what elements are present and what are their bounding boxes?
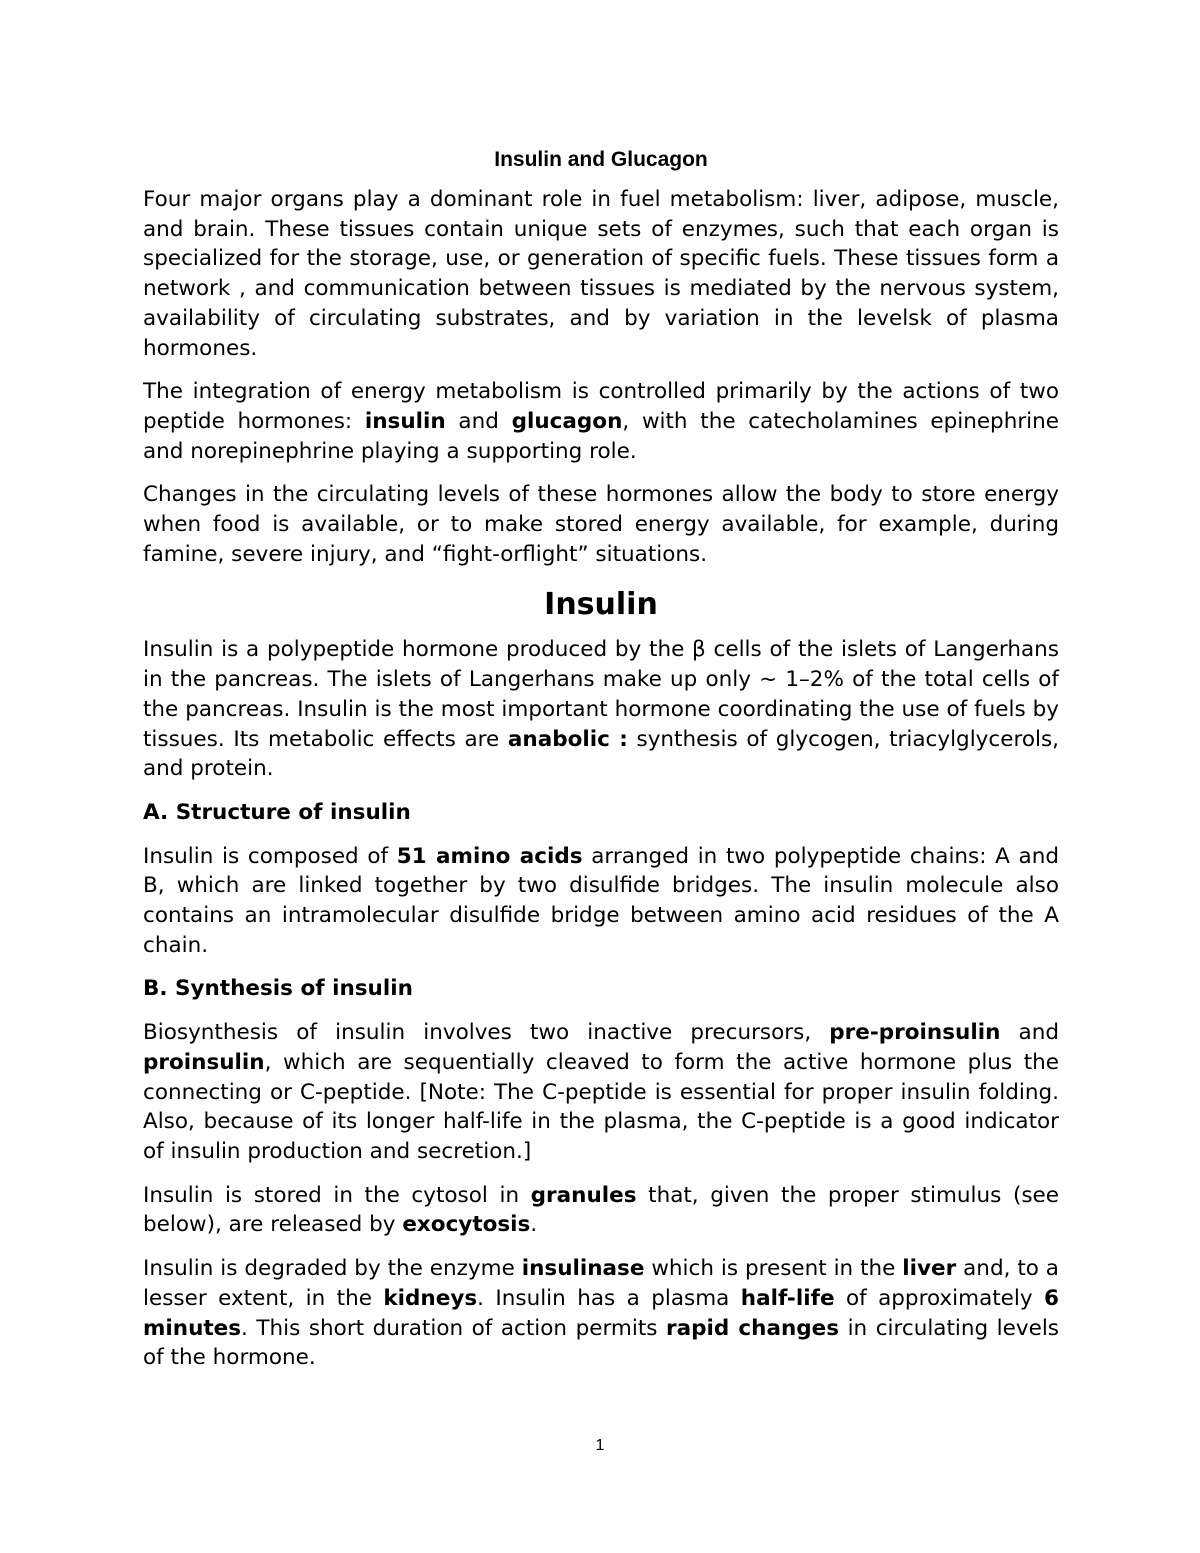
term-insulinase: insulinase [521, 1256, 645, 1282]
insulin-paragraph-1: Insulin is a polypeptide hormone produced by the β cells of the islets of Langerhans in the pancreas. The islets of Langerhans make up only ~ 1–2% of the total cells of the pancreas. Insulin is the most important hormone coordinating the use of fuels by tissues. Its metabolic effects are anabolic : synthesis of glycogen, triacylglycerols, and protein. [143, 637, 1059, 782]
term-insulin: insulin [364, 408, 446, 434]
term-amino-acids: 51 amino acids [396, 843, 583, 869]
term-anabolic: anabolic : [507, 726, 628, 752]
term-exocytosis: exocytosis [402, 1212, 531, 1238]
document-page [143, 145, 1059, 1387]
term-pre-proinsulin: pre-proinsulin [829, 1020, 1001, 1046]
term-six-minutes: 6 minutes [143, 1285, 1059, 1341]
intro-paragraph-1: Four major organs play a dominant role in fuel metabolism: liver, adipose, muscle, and brain. These tissues contain unique sets of enzymes, such that each organ is specialized for the storage, use, or generation of specific fuels. These tissues form a network , and communication between tissues is mediated by the nervous system, availability of circulating substrates, and by variation in the levelsk of plasma hormones. [143, 187, 1059, 361]
term-proinsulin: proinsulin [143, 1049, 265, 1075]
intro-paragraph-2: The integration of energy metabolism is controlled primarily by the actions of two peptide hormones: insulin and glucagon, with the catecholamines epinephrine and norepinephrine playing a supporting role. [143, 379, 1060, 464]
term-glucagon: glucagon [511, 408, 623, 434]
term-kidneys: kidneys [383, 1285, 478, 1311]
term-liver: liver [902, 1256, 957, 1282]
term-granules: granules [530, 1182, 637, 1208]
term-half-life: half-life [740, 1285, 835, 1311]
synthesis-paragraph-3: Insulin is degraded by the enzyme insulinase which is present in the liver and, to a lesser extent, in the kidneys. Insulin has a plasma half-life of approximately 6 minutes. This short duration of action permits rapid changes in circulating levels of the hormone. [143, 1256, 1059, 1371]
term-rapid-changes: rapid changes [665, 1315, 840, 1341]
structure-paragraph: Insulin is composed of 51 amino acids arranged in two polypeptide chains: A and B, which are linked together by two disulfide bridges. The insulin molecule also contains an intramolecular disulfide bridge between amino acid residues of the A chain. [143, 843, 1060, 958]
synthesis-paragraph-2: Insulin is stored in the cytosol in granules that, given the proper stimulus (see below), are released by exocytosis. [143, 1182, 1059, 1238]
intro-paragraph-3: Changes in the circulating levels of these hormones allow the body to store energy when food is available, or to make stored energy available, for example, during famine, severe injury, and “fight-orflight” situations. [143, 482, 1059, 567]
subheading-synthesis: B. Synthesis of insulin [143, 976, 413, 1002]
page-number: 1 [595, 1437, 605, 1454]
section-heading-insulin: Insulin [544, 587, 658, 623]
document-title: Insulin and Glucagon [494, 148, 708, 171]
synthesis-paragraph-1: Biosynthesis of insulin involves two inactive precursors, pre-proinsulin and proinsulin, which are sequentially cleaved to form the active hormone plus the connecting or C-peptide. [Note: The C-peptide is essential for proper insulin folding. Also, because of its longer half-life in the plasma, the C-peptide is a good indicator of insulin production and secretion.] [143, 1020, 1059, 1164]
subheading-structure: A. Structure of insulin [143, 799, 411, 825]
